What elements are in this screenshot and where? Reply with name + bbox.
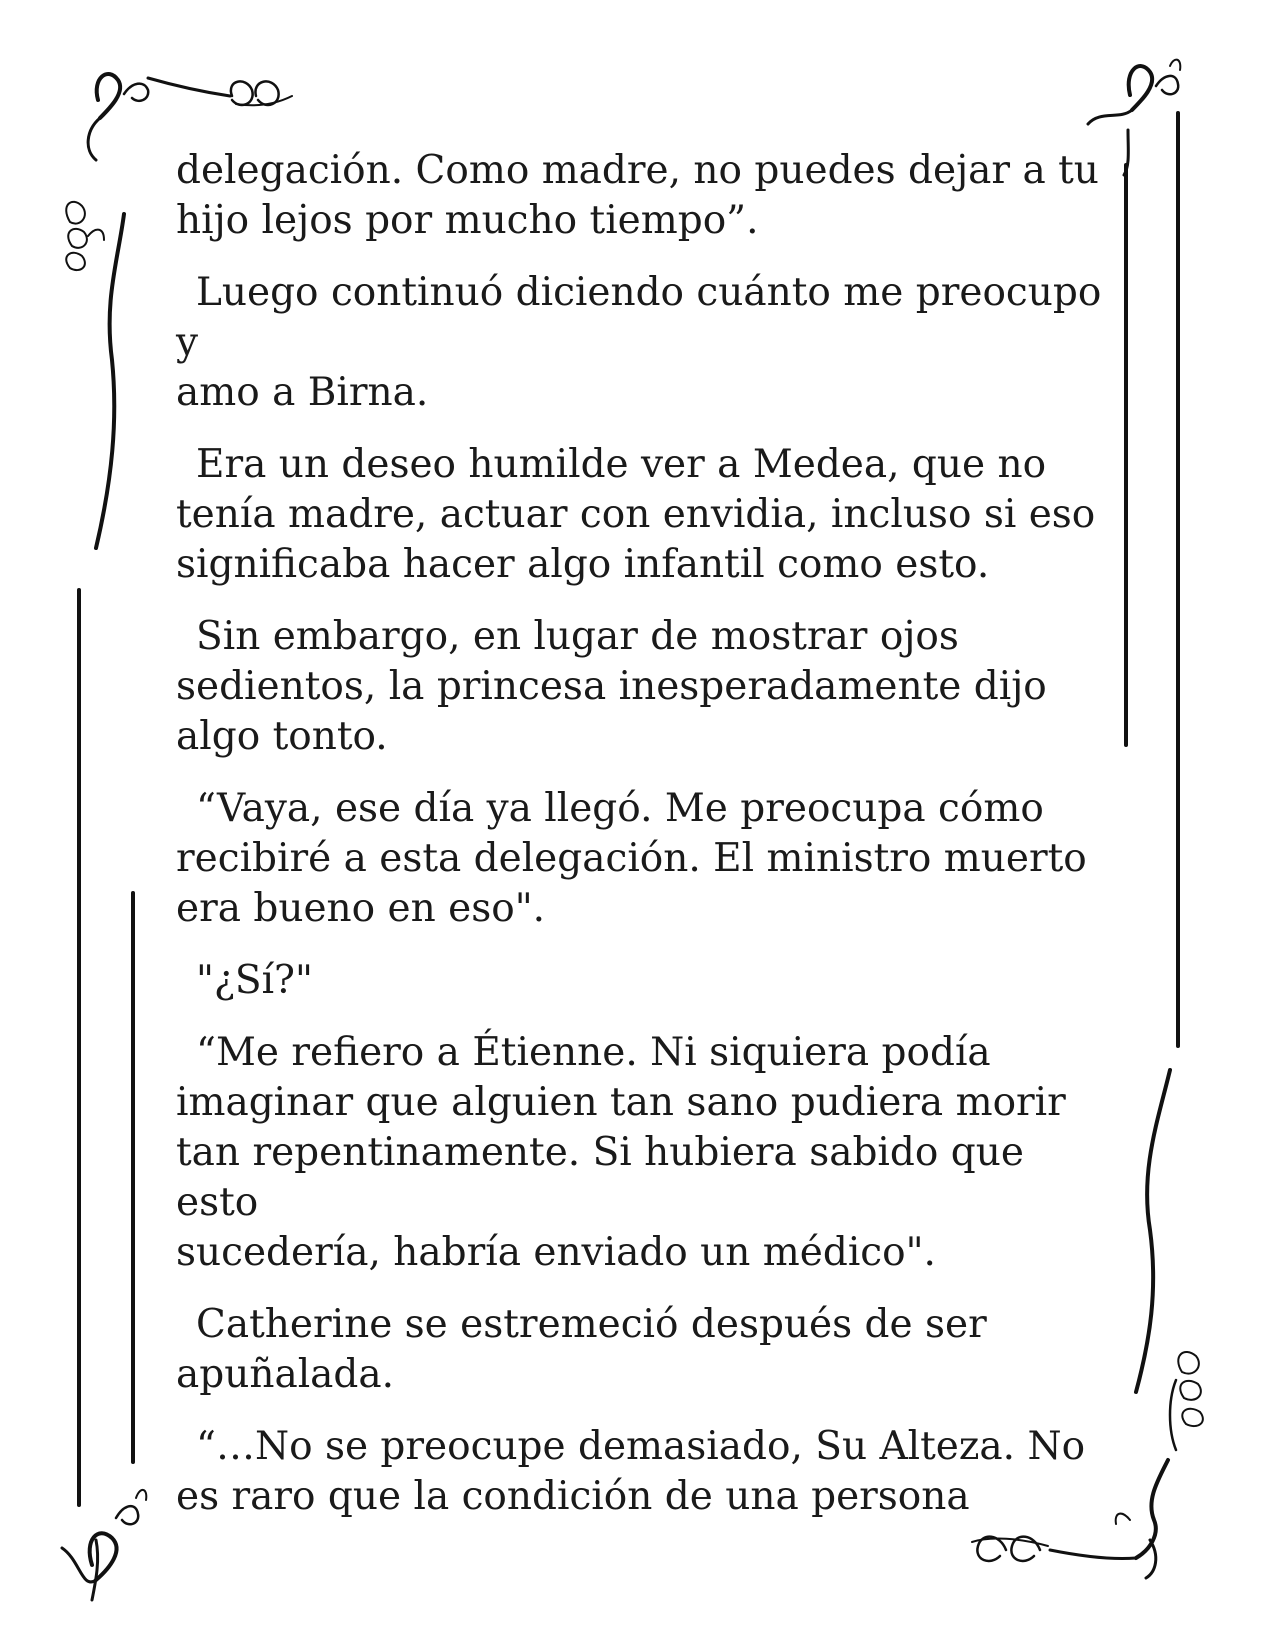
text-paragraph: Era un deseo humilde ver a Medea, que no tenía madre, actuar con envidia, incluso si eso significaba hacer algo infantil como esto. [176,442,1096,587]
text-paragraph: Sin embargo, en lugar de mostrar ojos sedientos, la princesa inesperadamente dijo algo tonto. [176,614,1047,759]
text-paragraph: “Me refiero a Étienne. Ni siquiera podía imaginar que alguien tan sano pudiera morir tan repentinamente. Si hubiera sabido que esto sucedería, habría enviado un médico". [176,1030,1066,1275]
text-paragraph: Luego continuó diciendo cuánto me preocupo y amo a Birna. [176,270,1102,415]
text-paragraph: delegación. Como madre, no puedes dejar a tu hijo lejos por mucho tiempo”. [176,148,1099,243]
page-text [176,146,1106,1544]
bottom-left-flourish-ornament [62,1490,146,1600]
text-paragraph: “Vaya, ese día ya llegó. Me preocupa cómo recibiré a esta delegación. El ministro muerto era bueno en eso". [176,786,1087,931]
text-paragraph: "¿Sí?" [196,958,313,1003]
text-paragraph: Catherine se estremeció después de ser apuñalada. [176,1302,987,1397]
text-paragraph: “…No se preocupe demasiado, Su Alteza. No es raro que la condición de una persona [176,1424,1086,1519]
